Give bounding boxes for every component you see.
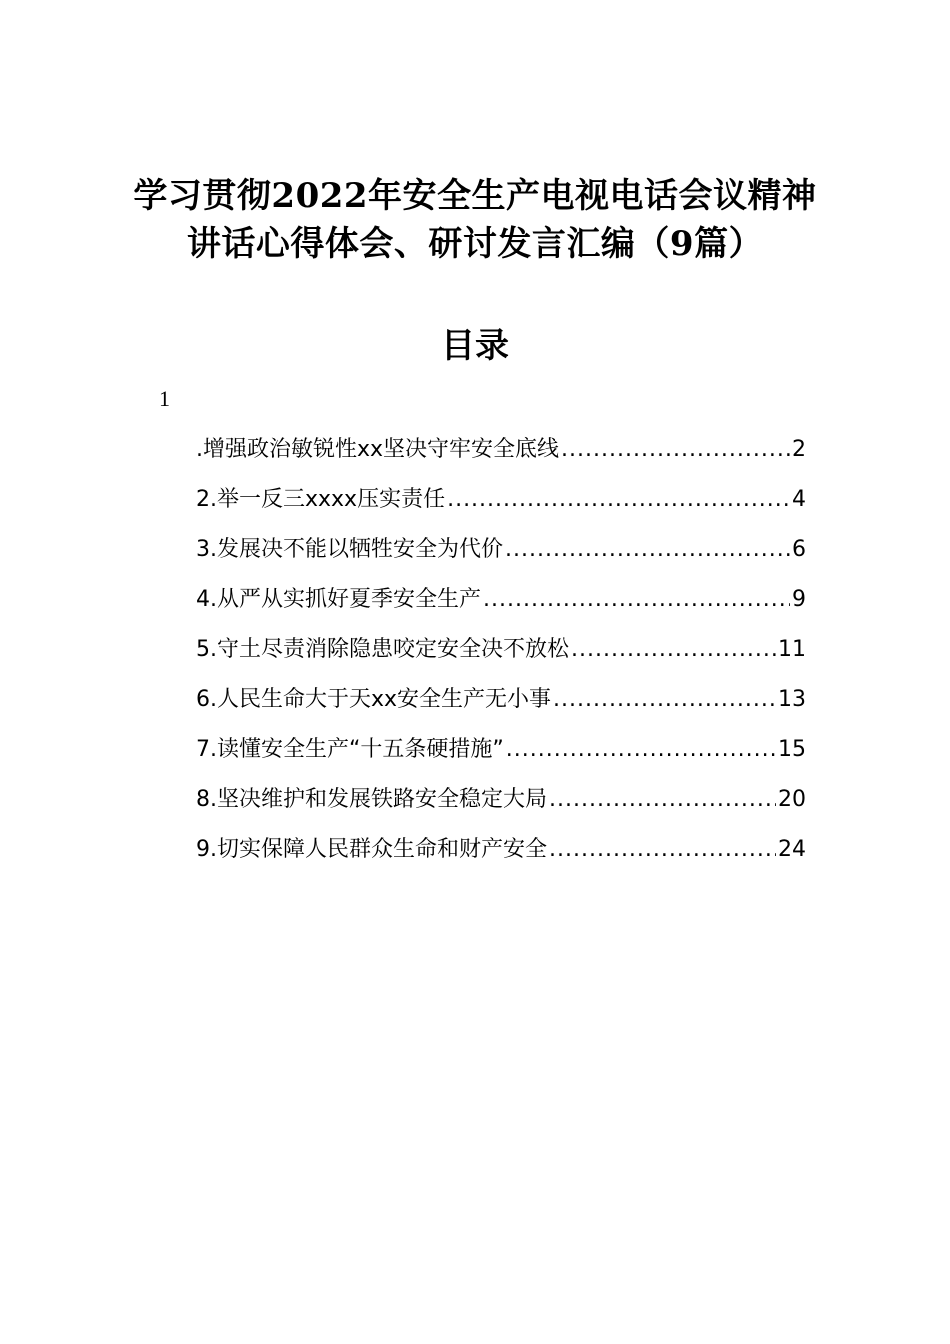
toc-entry-title: 3.发展决不能以牺牲安全为代价 (196, 537, 503, 562)
toc-dot-leader (506, 730, 776, 770)
toc-entry-6[interactable] (196, 680, 806, 730)
toc-entry-page: 9 (792, 587, 806, 612)
toc-entry-7[interactable] (196, 730, 806, 780)
toc-entry-page: 15 (778, 737, 806, 762)
toc-list (196, 430, 806, 880)
toc-entry-title: 4.从严从实抓好夏季安全生产 (196, 587, 481, 612)
toc-entry-page: 4 (792, 487, 806, 512)
toc-entry-page: 13 (778, 687, 806, 712)
toc-entry-title: 8.坚决维护和发展铁路安全稳定大局 (196, 787, 547, 812)
toc-dot-leader (505, 530, 790, 570)
toc-dot-leader (549, 830, 776, 870)
toc-entry-4[interactable] (196, 580, 806, 630)
toc-heading: 目录 (441, 326, 509, 366)
toc-entry-9[interactable] (196, 830, 806, 880)
toc-entry-page: 24 (778, 837, 806, 862)
toc-entry-title: .增强政治敏锐性xx坚决守牢安全底线 (196, 437, 560, 462)
toc-entry-page: 20 (778, 787, 806, 812)
toc-dot-leader (447, 480, 790, 520)
toc-entry-title: 5.守土尽责消除隐患咬定安全决不放松 (196, 637, 569, 662)
document-title: 学习贯彻2022年安全生产电视电话会议精神讲话心得体会、研讨发言汇编（9篇） (133, 176, 817, 264)
toc-dot-leader (553, 680, 776, 720)
toc-entry-8[interactable] (196, 780, 806, 830)
toc-entry-title: 6.人民生命大于天xx安全生产无小事 (196, 687, 552, 712)
toc-dot-leader (549, 780, 776, 820)
toc-entry-1[interactable] (196, 430, 806, 480)
toc-entry-title: 2.举一反三xxxx压实责任 (196, 487, 446, 512)
toc-entry-2[interactable] (196, 480, 806, 530)
toc-entry-title: 7.读懂安全生产“十五条硬措施” (196, 737, 504, 762)
toc-dot-leader (571, 630, 776, 670)
toc-dot-leader (483, 580, 790, 620)
section-marker: 1 (159, 386, 170, 411)
toc-entry-title: 9.切实保障人民群众生命和财产安全 (196, 837, 547, 862)
toc-entry-3[interactable] (196, 530, 806, 580)
toc-entry-page: 6 (792, 537, 806, 562)
toc-entry-page: 11 (778, 637, 806, 662)
toc-entry-5[interactable] (196, 630, 806, 680)
toc-dot-leader (561, 430, 790, 470)
toc-entry-page: 2 (792, 437, 806, 462)
